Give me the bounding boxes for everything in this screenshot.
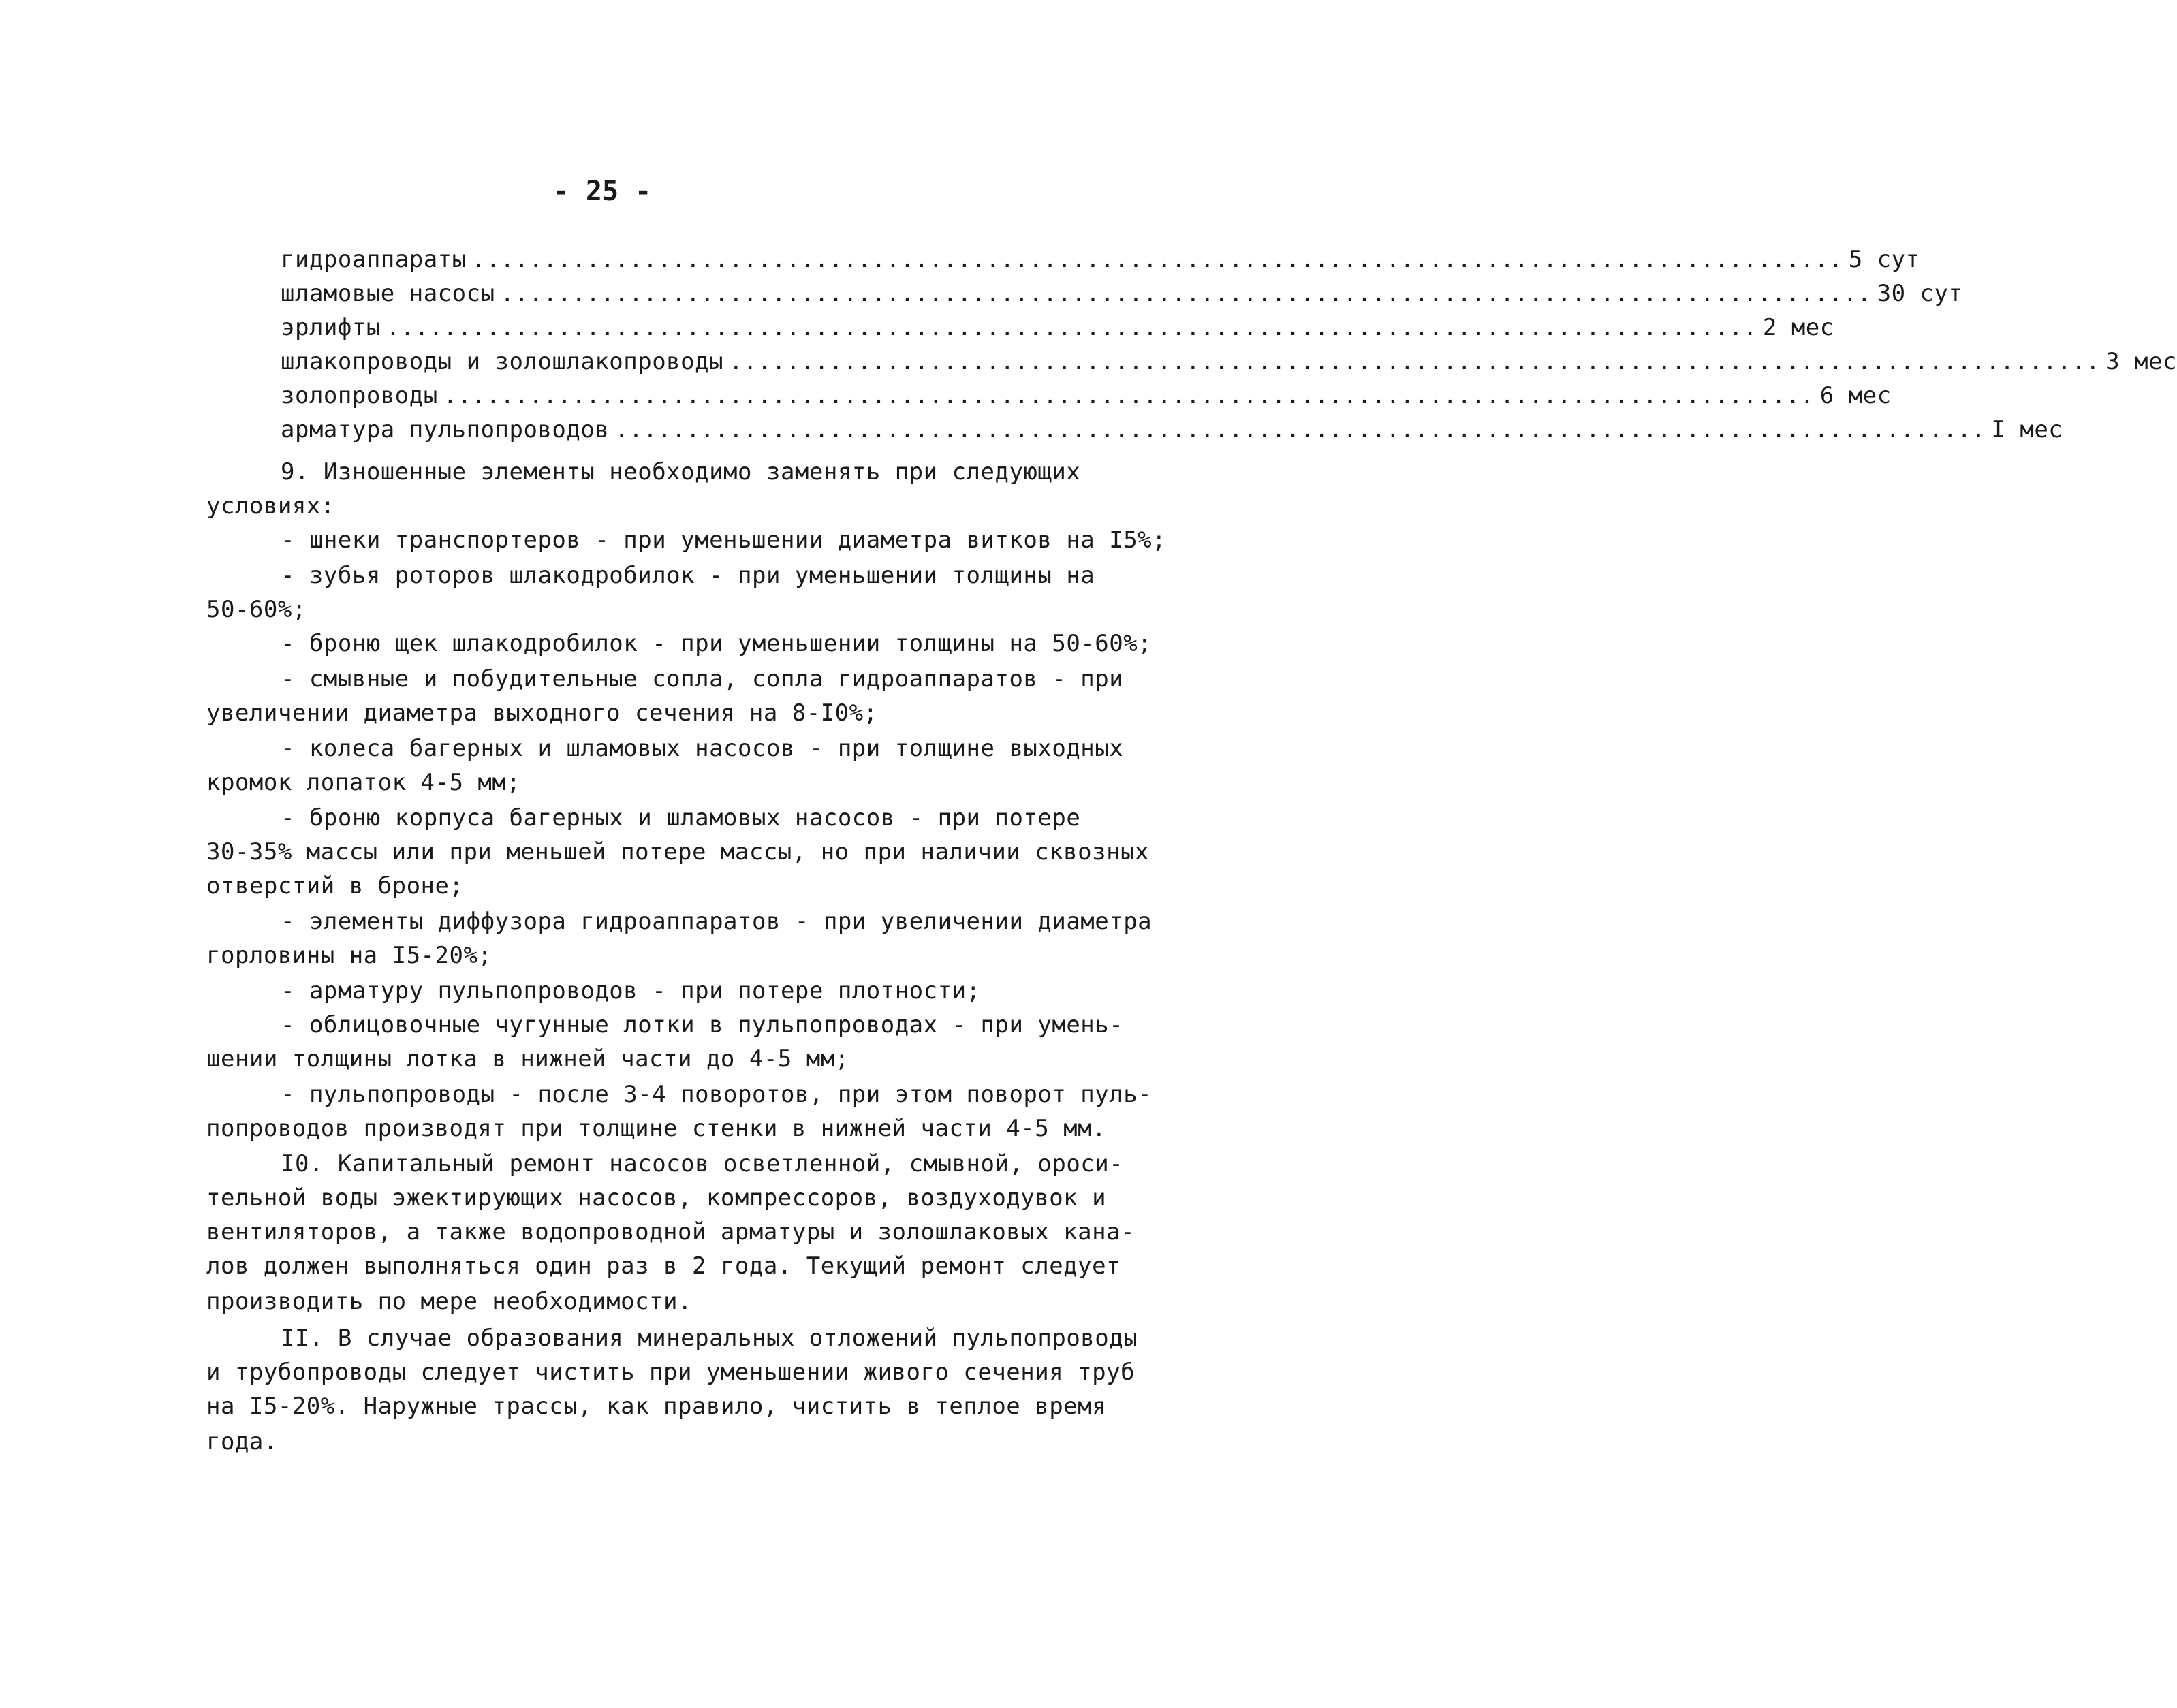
list-item-name: шламовые насосы [281,280,495,307]
list-item-value: 30 сут [1877,280,1963,307]
list-item-hydro-apparatus [281,244,1920,275]
list-item-airlifts [281,312,1834,343]
list-item-value: I мес [1991,416,2063,443]
wear-item-cheek-armor: - броню щек шлакодробилок - при уменьшении толщины на 50-60%; [281,630,1153,657]
paragraph-11-line-4: года. [206,1428,278,1455]
wear-item-pulp-pipelines-cont: попроводов производят при толщине стенки в нижней части 4-5 мм. [206,1115,1107,1142]
wear-item-casing-armor-cont-1: 30-35% массы или при меньшей потере массы, но при наличии сквозных [206,838,1150,866]
list-item-value: 2 мес [1762,314,1834,341]
wear-item-cast-trays-cont: шении толщины лотка в нижней части до 4-5 мм; [206,1045,849,1073]
list-item-name: шлакопроводы и золошлакопроводы [281,348,724,375]
wear-item-augers: - шнеки транспортеров - при уменьшении диаметра витков на I5%; [281,526,1167,554]
paragraph-9-line-2: условиях: [206,492,335,520]
paragraph-11-line-3: на I5-20%. Наружные трассы, как правило, чистить в теплое время [206,1393,1107,1420]
dot-leader: ................................................................................................ [500,280,1872,307]
page-number: - 25 - [552,176,652,207]
paragraph-10-line-2: тельной воды эжектирующих насосов, компрессоров, воздуходувок и [206,1184,1107,1212]
list-item-name: золопроводы [281,382,438,409]
list-item-value: 5 сут [1848,246,1920,273]
paragraph-10-line-5: производить по мере необходимости. [206,1288,692,1315]
wear-item-rotor-teeth-cont: 50-60%; [206,596,307,623]
wear-item-impellers-cont: кромок лопаток 4-5 мм; [206,769,521,796]
paragraph-10-line-1: I0. Капитальный ремонт насосов осветленной, смывной, ороси- [281,1150,1124,1177]
dot-leader: ................................................................................................ [729,348,2101,375]
list-item-name: гидроаппараты [281,246,467,273]
paragraph-11-line-1: II. В случае образования минеральных отложений пульпопроводы [281,1325,1138,1352]
wear-item-casing-armor-cont-2: отверстий в броне; [206,872,464,900]
paragraph-10-line-3: вентиляторов, а также водопроводной арматуры и золошлаковых кана- [206,1218,1136,1246]
wear-item-cast-trays: - облицовочные чугунные лотки в пульпопроводах - при умень- [281,1011,1124,1039]
wear-item-nozzles-cont: увеличении диаметра выходного сечения на 8-I0%; [206,699,878,727]
paragraph-10-line-4: лов должен выполняться один раз в 2 года. Текущий ремонт следует [206,1252,1121,1280]
wear-item-pulp-pipelines: - пульпопроводы - после 3-4 поворотов, при этом поворот пуль- [281,1081,1153,1108]
list-item-name: эрлифты [281,314,381,341]
dot-leader: ................................................................................................ [471,246,1843,273]
list-item-value: 3 мес [2105,348,2177,375]
dot-leader: ................................................................................................ [386,314,1757,341]
list-item-ash-pipelines [281,380,1892,411]
wear-item-rotor-teeth: - зубья роторов шлакодробилок - при уменьшении толщины на [281,562,1095,589]
list-item-name: арматура пульпопроводов [281,416,610,443]
paragraph-9-line-1: 9. Изношенные элементы необходимо заменять при следующих [281,458,1081,486]
wear-item-casing-armor: - броню корпуса багерных и шламовых насосов - при потере [281,804,1081,832]
list-item-value: 6 мес [1819,382,1892,409]
list-item-slurry-pumps [281,278,1963,309]
wear-item-pulp-fittings: - арматуру пульпопроводов - при потере плотности; [281,977,981,1005]
wear-item-impellers: - колеса багерных и шламовых насосов - при толщине выходных [281,735,1124,762]
wear-item-nozzles: - смывные и побудительные сопла, сопла гидроаппаратов - при [281,665,1124,693]
list-item-pulp-fittings [281,414,2063,445]
paragraph-11-line-2: и трубопроводы следует чистить при уменьшении живого сечения труб [206,1359,1136,1386]
dot-leader: ................................................................................................ [443,382,1815,409]
dot-leader: ................................................................................................ [614,416,1986,443]
list-item-slag-pipelines [281,346,2177,377]
wear-item-diffuser-cont: горловины на I5-20%; [206,942,492,969]
wear-item-diffuser: - элементы диффузора гидроаппаратов - при увеличении диаметра [281,908,1153,935]
